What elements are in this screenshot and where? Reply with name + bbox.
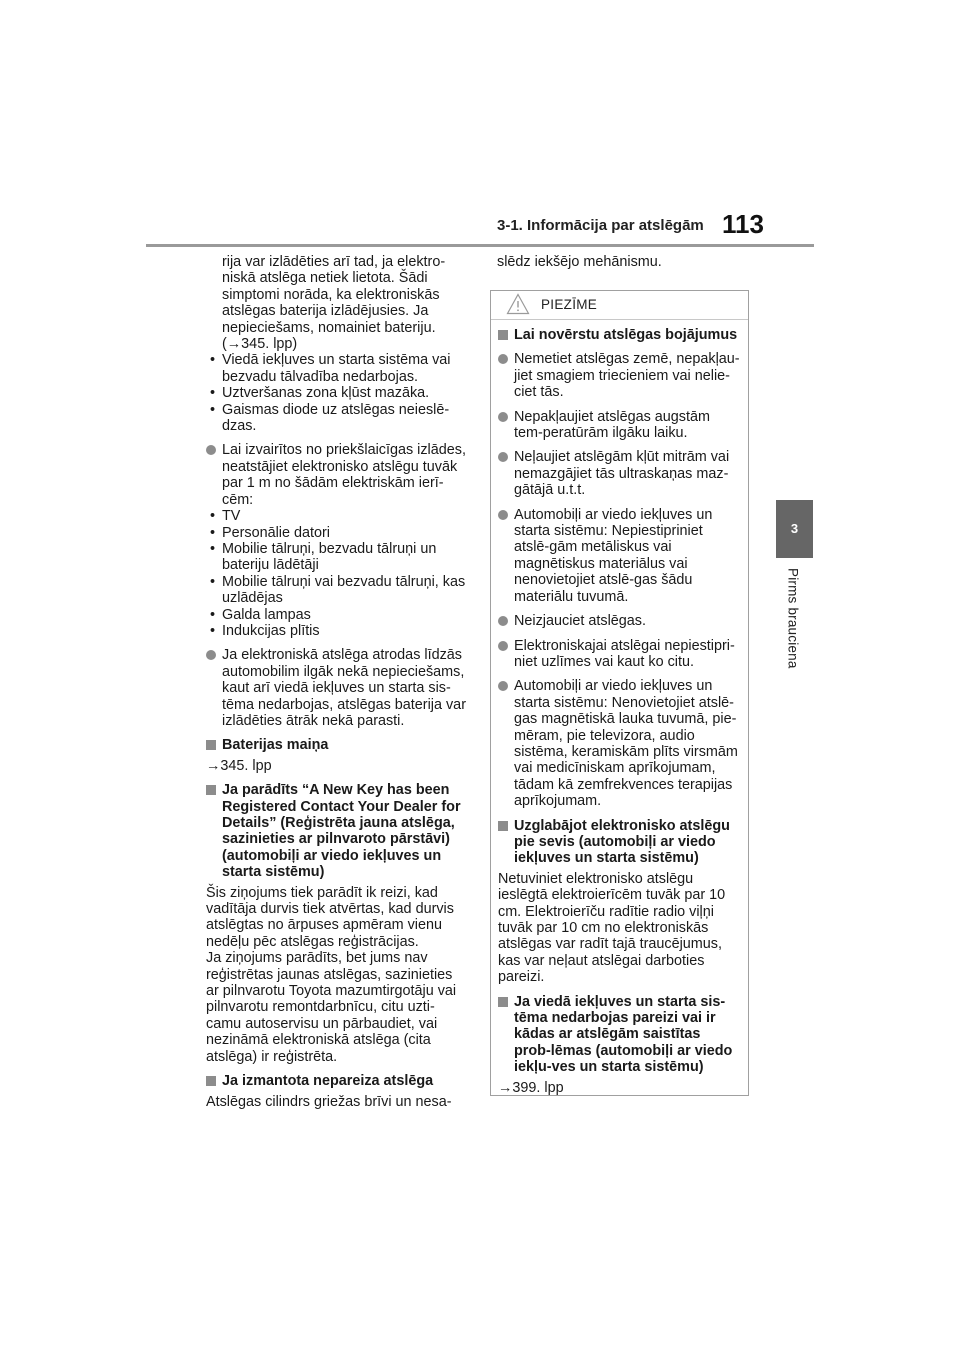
list-item-text: Viedā iekļuves un starta sistēma vai bezvadu tālvadība nedarbojas. xyxy=(222,352,451,385)
list-item: • Uztveršanas zona kļūst mazāka. xyxy=(210,385,430,402)
section-heading xyxy=(206,737,468,753)
heading-square-icon xyxy=(498,330,508,340)
note-item-text: Lai izvairītos no priekšlaicīgas izlādes, neatstājiet elektronisko atslēgu tuvāk par 1 m no šādām elektriskām ierī-cēm: xyxy=(222,442,466,508)
section-title: 3-1. Informācija par atslēgām xyxy=(497,217,704,234)
warning-triangle-icon xyxy=(506,293,530,315)
notice-header xyxy=(491,291,748,320)
note-item xyxy=(498,409,741,442)
list-item-text: Indukcijas plītis xyxy=(222,622,320,639)
notice-title: PIEZĪME xyxy=(541,297,598,312)
heading-square-icon xyxy=(206,740,216,750)
note-item-text: Elektroniskajai atslēgai nepiestipri-niet uzlīmes vai kaut ko citu. xyxy=(514,637,735,670)
list-item-text: Mobilie tālruņi, bezvadu tālruņi un bateriju lādētāji xyxy=(222,540,437,574)
bullet-dot-icon xyxy=(498,616,508,626)
list-item-text: Uztveršanas zona kļūst mazāka. xyxy=(222,385,430,402)
note-item-text: Automobiļi ar viedo iekļuves un starta sistēmu: Nepiestipriniet atslē-gām metāliskus vai magnētiskus materiālus vai nenovietojiet atslē-gas šādu materiālu tuvumā. xyxy=(514,506,713,605)
section-heading xyxy=(206,1073,468,1089)
note-item xyxy=(498,638,741,671)
list-item: • Mobilie tālruņi, bezvadu tālruņi un bateriju lādētāji xyxy=(210,540,437,574)
heading-square-icon xyxy=(498,997,508,1007)
bullet-dot-icon xyxy=(498,354,508,364)
paragraph: Šis ziņojums tiek parādīt ik reizi, kad vadītāja durvis tiek atvērtas, kad durvis atslēgtas no ārpuses apmēram vienu nedēļu pēc atslēgas reģistrācijas. xyxy=(206,884,454,950)
bullet-dot-icon xyxy=(206,445,216,455)
note-item-text: Automobiļi ar viedo iekļuves un starta sistēmu: Nenovietojiet atslē-gas magnētiskā lauka tuvumā, pie-mēram, pie televizora, audio sistēma, keramiskām plīts virsmām vai medicīniskam aprīkojumam, tādam kā zemfrekvences terapijas aprīkojumam. xyxy=(514,678,738,810)
note-item xyxy=(498,678,741,809)
list-item: • Personālie datori xyxy=(210,524,330,541)
section-heading xyxy=(498,818,741,867)
note-item xyxy=(498,449,741,498)
note-item-text: Ja elektroniskā atslēga atrodas līdzās automobilim ilgāk nekā nepieciešams, kaut arī viedā iekļuves un starta sis-tēma nedarbojas, atslēgas baterija var izlādēties ātrāk nekā parasti. xyxy=(222,647,466,729)
paragraph: rija var izlādēties arī tad, ja elektro-niskā atslēga netiek lietota. Šādi simptomi norāda, ka elektroniskās atslēgas baterija izlādējusies. Ja nepieciešams, nomainiet bateriju. (→345. lpp) xyxy=(222,254,446,353)
heading-text: Ja izmantota nepareiza atslēga xyxy=(222,1073,434,1090)
heading-text: Lai novērstu atslēgas bojājumus xyxy=(514,327,738,343)
heading-text: Baterijas maiņa xyxy=(222,737,329,754)
list-item-text: Personālie datori xyxy=(222,524,330,541)
list-item: • Gaismas diode uz atslēgas neieslē-dzas. xyxy=(210,401,450,435)
chapter-tab[interactable]: 3 xyxy=(776,500,813,558)
heading-square-icon xyxy=(498,821,508,831)
bullet-dot-icon xyxy=(498,452,508,462)
paragraph: Ja ziņojums parādīts, bet jums nav reģistrētas jaunas atslēgas, sazinieties ar pilnvarotu Toyota mazumtirgotāju vai pilnvarotu remontdarbnīcu, citu uzti-camu autoservisu un pārbaudiet, vai nezināmā elektroniskā atslēga (cita atslēga) ir reģistrēta. xyxy=(206,950,457,1065)
note-item-text: Neļaujiet atslēgām kļūt mitrām vai nemazgājiet tās ultraskaņas maz-gātājā u.t.t. xyxy=(514,449,730,499)
bullet-dot-icon xyxy=(498,510,508,520)
heading-text: Ja viedā iekļuves un starta sis-tēma nedarbojas pareizi vai ir kādas ar atslēgām saistītas prob-lēmas (automobiļi ar viedo iekļu-ves un starta sistēmu) xyxy=(514,993,733,1076)
paragraph: Netuviniet elektronisko atslēgu ieslēgtā elektroierīcēm tuvāk par 10 cm. Elektroierīču radītie radio viļņi tuvāk par 10 cm no elektroniskās atslēgas var radīt tajā traucējumus, kas var neļaut atslēgai darboties pareizi. xyxy=(498,870,726,986)
note-item xyxy=(206,442,468,508)
section-heading xyxy=(498,994,741,1076)
heading-square-icon xyxy=(206,785,216,795)
list-item: • TV xyxy=(210,508,241,525)
paragraph: slēdz iekšējo mehānismu. xyxy=(497,254,662,270)
list-item-text: Galda lampas xyxy=(222,606,311,623)
heading-text: Ja parādīts “A New Key has been Registered Contact Your Dealer for Details” (Reģistrēta jauna atslēga, sazinieties ar pilnvaroto pārstāvi) (automobiļi ar viedo iekļuves un starta sistēmu) xyxy=(222,782,461,881)
left-column xyxy=(206,254,468,1110)
heading-square-icon xyxy=(206,1076,216,1086)
page-reference[interactable]: →345. lpp xyxy=(206,757,272,774)
note-item xyxy=(206,647,468,729)
note-item-text: Neizjauciet atslēgas. xyxy=(514,613,646,630)
note-item xyxy=(498,613,741,629)
list-item-text: Mobilie tālruņi vai bezvadu tālruņi, kas uzlādējas xyxy=(222,573,466,607)
note-item-text: Nepakļaujiet atslēgas augstām tem-peratūrām ilgāku laiku. xyxy=(514,408,710,442)
note-item xyxy=(498,351,741,400)
list-item: • Indukcijas plītis xyxy=(210,622,320,639)
section-heading xyxy=(498,327,741,343)
bullet-dot-icon xyxy=(498,641,508,651)
bullet-dot-icon xyxy=(498,412,508,422)
notice-box xyxy=(490,290,749,1096)
right-column xyxy=(497,254,749,270)
bullet-dot-icon xyxy=(498,681,508,691)
page-number: 113 xyxy=(722,209,764,239)
note-item-text: Nemetiet atslēgas zemē, nepakļau-jiet smagiem triecieniem vai nelie-ciet tās. xyxy=(514,351,740,401)
list-item: • Galda lampas xyxy=(210,606,311,623)
list-item-text: TV xyxy=(222,508,241,525)
paragraph: Atslēgas cilindrs griežas brīvi un nesa- xyxy=(206,1093,452,1110)
bullet-dot-icon xyxy=(206,650,216,660)
page-reference[interactable]: →399. lpp xyxy=(498,1079,564,1096)
note-item xyxy=(498,507,741,605)
chapter-label: Pirms brauciena xyxy=(785,568,801,669)
list-item: • Mobilie tālruņi vai bezvadu tālruņi, kas uzlādējas xyxy=(210,573,466,607)
list-item: • Viedā iekļuves un starta sistēma vai bezvadu tālvadība nedarbojas. xyxy=(210,352,451,385)
heading-text: Uzglabājot elektronisko atslēgu pie sevis (automobiļi ar viedo iekļuves un starta sistēmu) xyxy=(514,817,730,867)
header-divider xyxy=(146,244,814,247)
section-heading xyxy=(206,782,468,880)
list-item-text: Gaismas diode uz atslēgas neieslē-dzas. xyxy=(222,401,450,435)
